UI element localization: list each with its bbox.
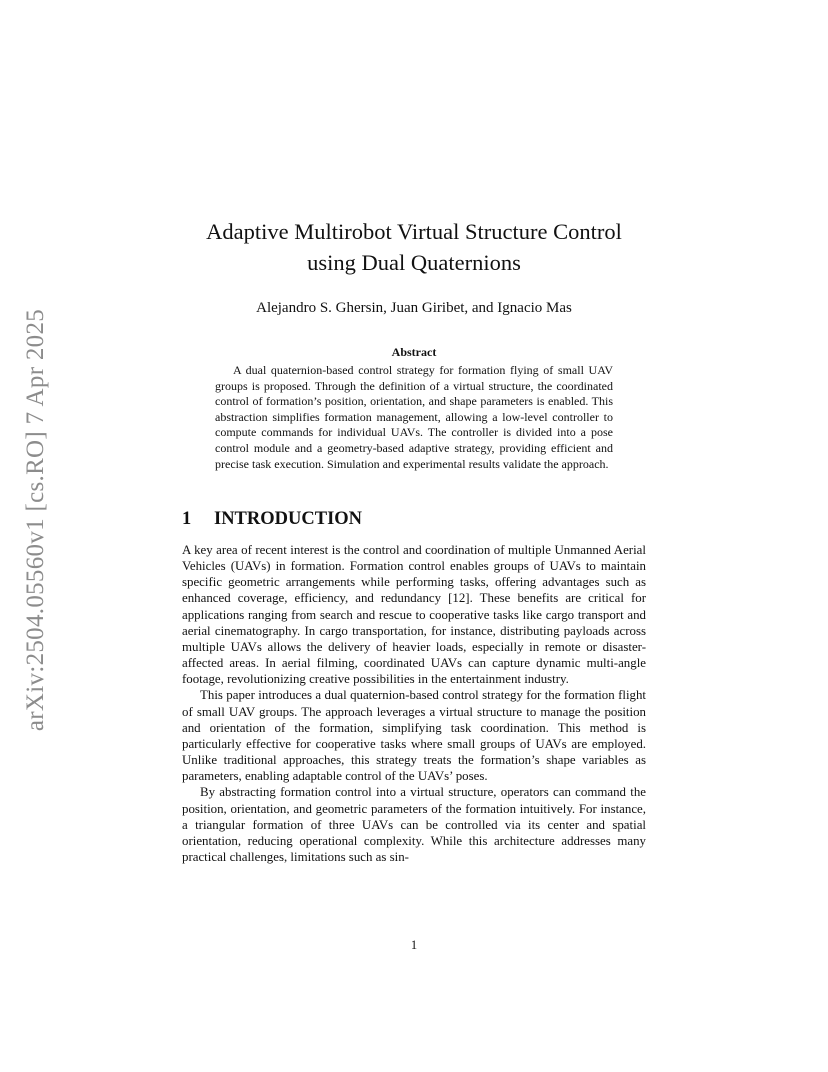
section-heading — [182, 507, 362, 531]
author-list: Alejandro S. Ghersin, Juan Giribet, and Ignacio Mas — [256, 300, 572, 316]
title-line-1: Adaptive Multirobot Virtual Structure Control — [206, 219, 622, 244]
abstract-text: A dual quaternion-based control strategy for formation flying of small UAV groups is proposed. Through the definition of a virtual structure, the coordinated control of formation’s position, orientation, and shape parameters is enabled. This abstraction simplifies formation management, allowing a low-level controller to compute commands for individual UAVs. The controller is divided into a pose control module and a geometry-based adaptive strategy, providing efficient and precise task execution. Simulation and experimental results validate the approach. — [215, 363, 613, 471]
page-number: 1 — [410, 938, 418, 952]
title-line-2: using Dual Quaternions — [307, 250, 521, 275]
section-number: 1 — [182, 509, 192, 529]
abstract-block — [215, 344, 613, 472]
paragraph-3: By abstracting formation control into a virtual structure, operators can command the position, orientation, and geometric parameters of the formation intuitively. For instance, a triangular formation of three UAVs can be controlled via its center and spatial orientation, reducing operational complexity. While this architecture addresses many practical challenges, limitations such as sin- — [182, 785, 646, 864]
paragraph-1: A key area of recent interest is the control and coordination of multiple Unmanned Aerial Vehicles (UAVs) in formation. Formation control enables groups of UAVs to maintain specific geometric arrangements while performing tasks, offering advantages such as enhanced coverage, efficiency, and redundancy [12]. These benefits are critical for applications ranging from search and rescue to cooperative tasks like cargo transport and aerial cinematography. In cargo transportation, for instance, distributing payloads across multiple UAVs allows the delivery of heavier loads, especially in remote or disaster-affected areas. In aerial filming, coordinated UAVs can capture dynamic multi-angle footage, revolutionizing creative possibilities in the entertainment industry. — [182, 543, 646, 687]
arxiv-identifier-stamp: arXiv:2504.05560v1 [cs.RO] 7 Apr 2025 — [22, 308, 49, 732]
section-title: INTRODUCTION — [214, 509, 363, 529]
abstract-heading: Abstract — [391, 345, 437, 359]
title-block — [182, 216, 646, 318]
paragraph-2: This paper introduces a dual quaternion-based control strategy for the formation flight of small UAV groups. The approach leverages a virtual structure to manage the position and orientation of the formation, simplifying task coordination. This method is particularly effective for cooperative tasks where small groups of UAVs are employed. Unlike traditional approaches, this strategy treats the formation’s shape variables as parameters, enabling adaptable control of the UAVs’ poses. — [182, 688, 646, 784]
body-text — [182, 542, 646, 865]
paper-title — [182, 216, 646, 278]
